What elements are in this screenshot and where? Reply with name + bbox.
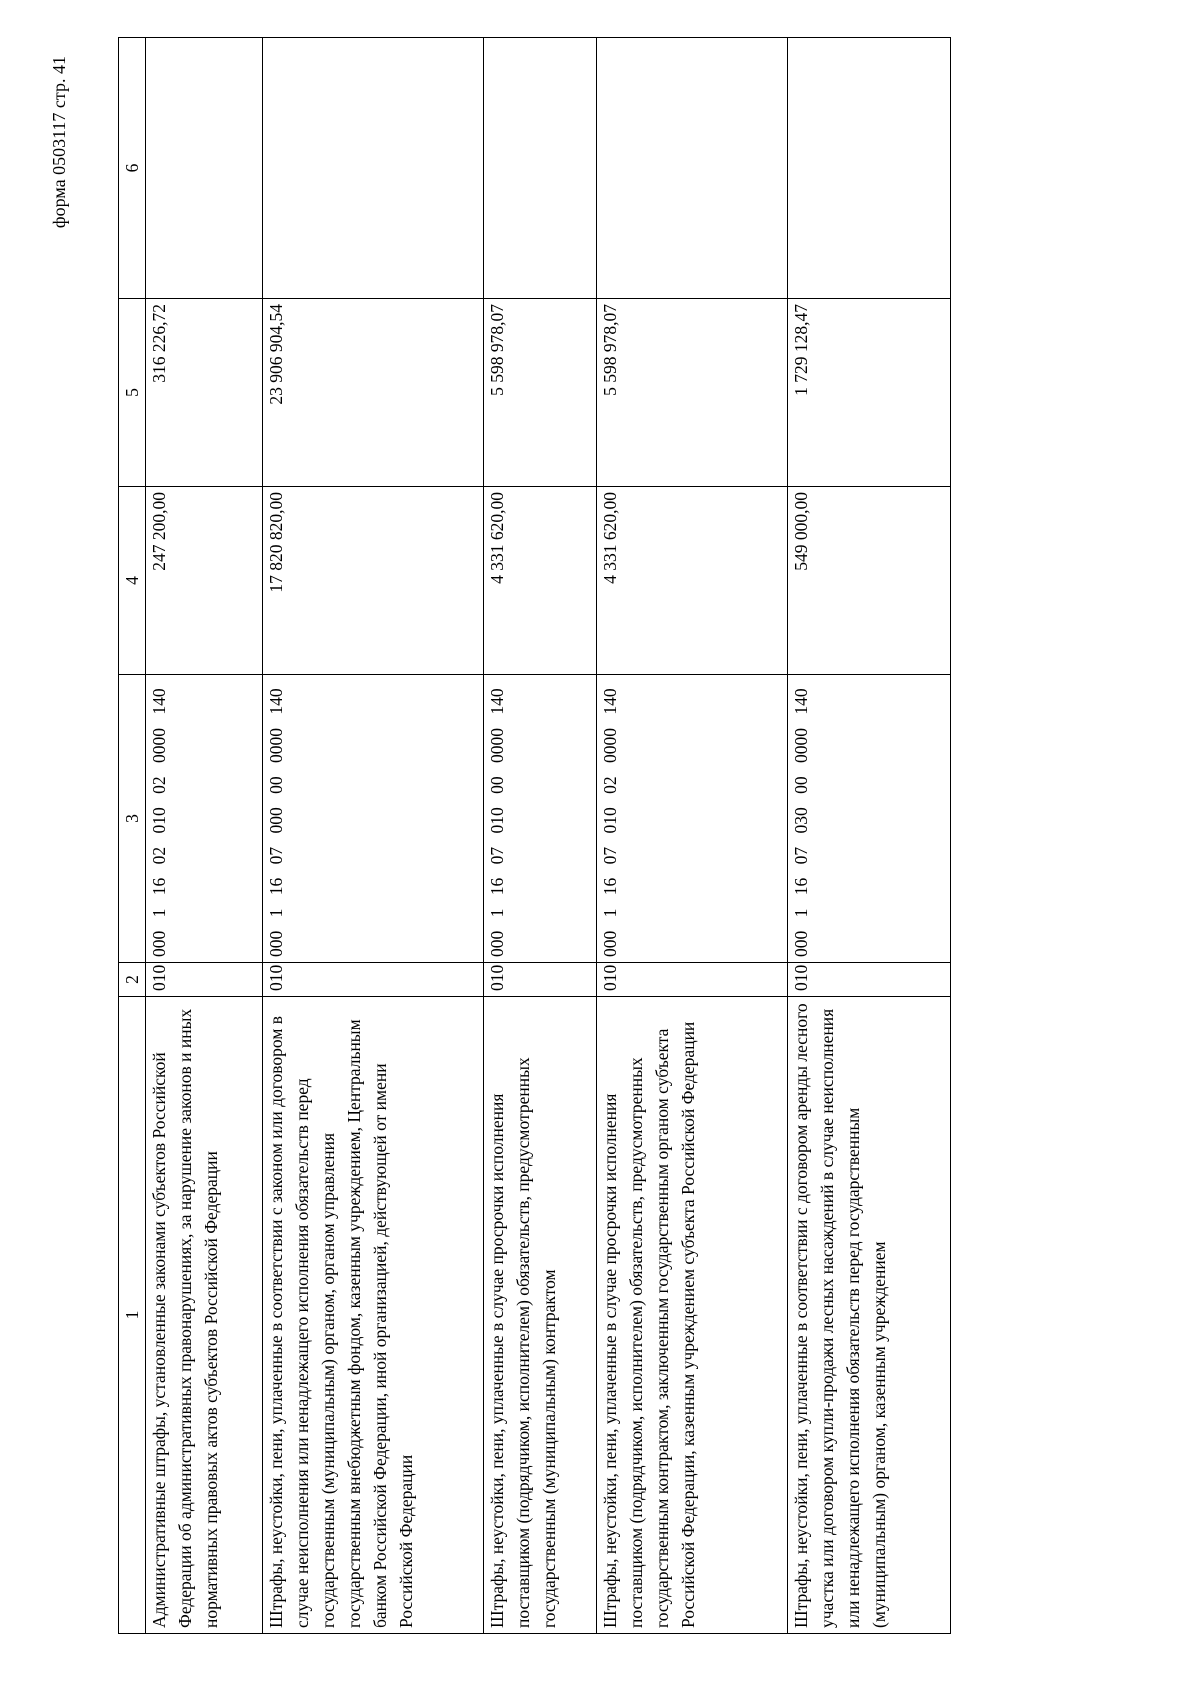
income-code-cell: 000 1 16 07 010 00 0000 140	[484, 675, 597, 963]
income-name-cell: Штрафы, неустойки, пени, уплаченные в соответствии с законом или договором в случае неисполнения или ненадлежащего исполнения обязательств перед государственным (муниципальным) органом, органом управления государственным внебюджетным фондом, казенным учреждением, Центральным банком Российской Федерации, иной организацией, действующей от имени Российской Федерации	[263, 997, 484, 1634]
executed-amount-cell: 1 729 128,47	[788, 299, 951, 487]
executed-amount-cell: 5 598 978,07	[484, 299, 597, 487]
table-row	[146, 38, 263, 1634]
form-label: форма 0503117 стр. 41	[49, 56, 69, 229]
executed-amount-cell: 316 226,72	[146, 299, 263, 487]
income-name-cell: Штрафы, неустойки, пени, уплаченные в случае просрочки исполнения поставщиком (подрядчиком, исполнителем) обязательств, предусмотренных государственным контрактом, заключенным государственным органом субъекта Российской Федерации, казенным учреждением субъекта Российской Федерации	[597, 997, 788, 1634]
approved-amount-cell: 17 820 820,00	[263, 487, 484, 675]
line-code-cell: 010	[146, 963, 263, 997]
line-code-cell: 010	[788, 963, 951, 997]
approved-amount-cell: 4 331 620,00	[484, 487, 597, 675]
approved-amount-cell: 4 331 620,00	[597, 487, 788, 675]
unexecuted-amount-cell	[146, 38, 263, 299]
income-table	[118, 37, 951, 1634]
table-row	[788, 38, 951, 1634]
income-name-cell: Административные штрафы, установленные законами субъектов Российской Федерации об административных правонарушениях, за нарушение законов и иных нормативных правовых актов субъектов Российской Федерации	[146, 997, 263, 1634]
income-code-cell: 000 1 16 07 000 00 0000 140	[263, 675, 484, 963]
table-row	[263, 38, 484, 1634]
column-number-4: 4	[119, 487, 146, 675]
column-number-6: 6	[119, 38, 146, 299]
column-number-1: 1	[119, 997, 146, 1634]
unexecuted-amount-cell	[597, 38, 788, 299]
income-name-cell: Штрафы, неустойки, пени, уплаченные в случае просрочки исполнения поставщиком (подрядчиком, исполнителем) обязательств, предусмотренных государственным (муниципальным) контрактом	[484, 997, 597, 1634]
line-code-cell: 010	[484, 963, 597, 997]
approved-amount-cell: 247 200,00	[146, 487, 263, 675]
unexecuted-amount-cell	[484, 38, 597, 299]
income-name-cell: Штрафы, неустойки, пени, уплаченные в соответствии с договором аренды лесного участка или договором купли-продажи лесных насаждений в случае неисполнения или ненадлежащего исполнения обязательств перед государственным (муниципальным) органом, казенным учреждением	[788, 997, 951, 1634]
line-code-cell: 010	[263, 963, 484, 997]
unexecuted-amount-cell	[788, 38, 951, 299]
column-number-5: 5	[119, 299, 146, 487]
unexecuted-amount-cell	[263, 38, 484, 299]
column-number-3: 3	[119, 675, 146, 963]
table-row	[484, 38, 597, 1634]
form-header	[48, 56, 70, 1697]
executed-amount-cell: 23 906 904,54	[263, 299, 484, 487]
income-code-cell: 000 1 16 07 010 02 0000 140	[597, 675, 788, 963]
approved-amount-cell: 549 000,00	[788, 487, 951, 675]
income-code-cell: 000 1 16 02 010 02 0000 140	[146, 675, 263, 963]
table-row	[597, 38, 788, 1634]
line-code-cell: 010	[597, 963, 788, 997]
executed-amount-cell: 5 598 978,07	[597, 299, 788, 487]
column-number-2: 2	[119, 963, 146, 997]
column-number-row	[119, 38, 146, 1634]
income-code-cell: 000 1 16 07 030 00 0000 140	[788, 675, 951, 963]
